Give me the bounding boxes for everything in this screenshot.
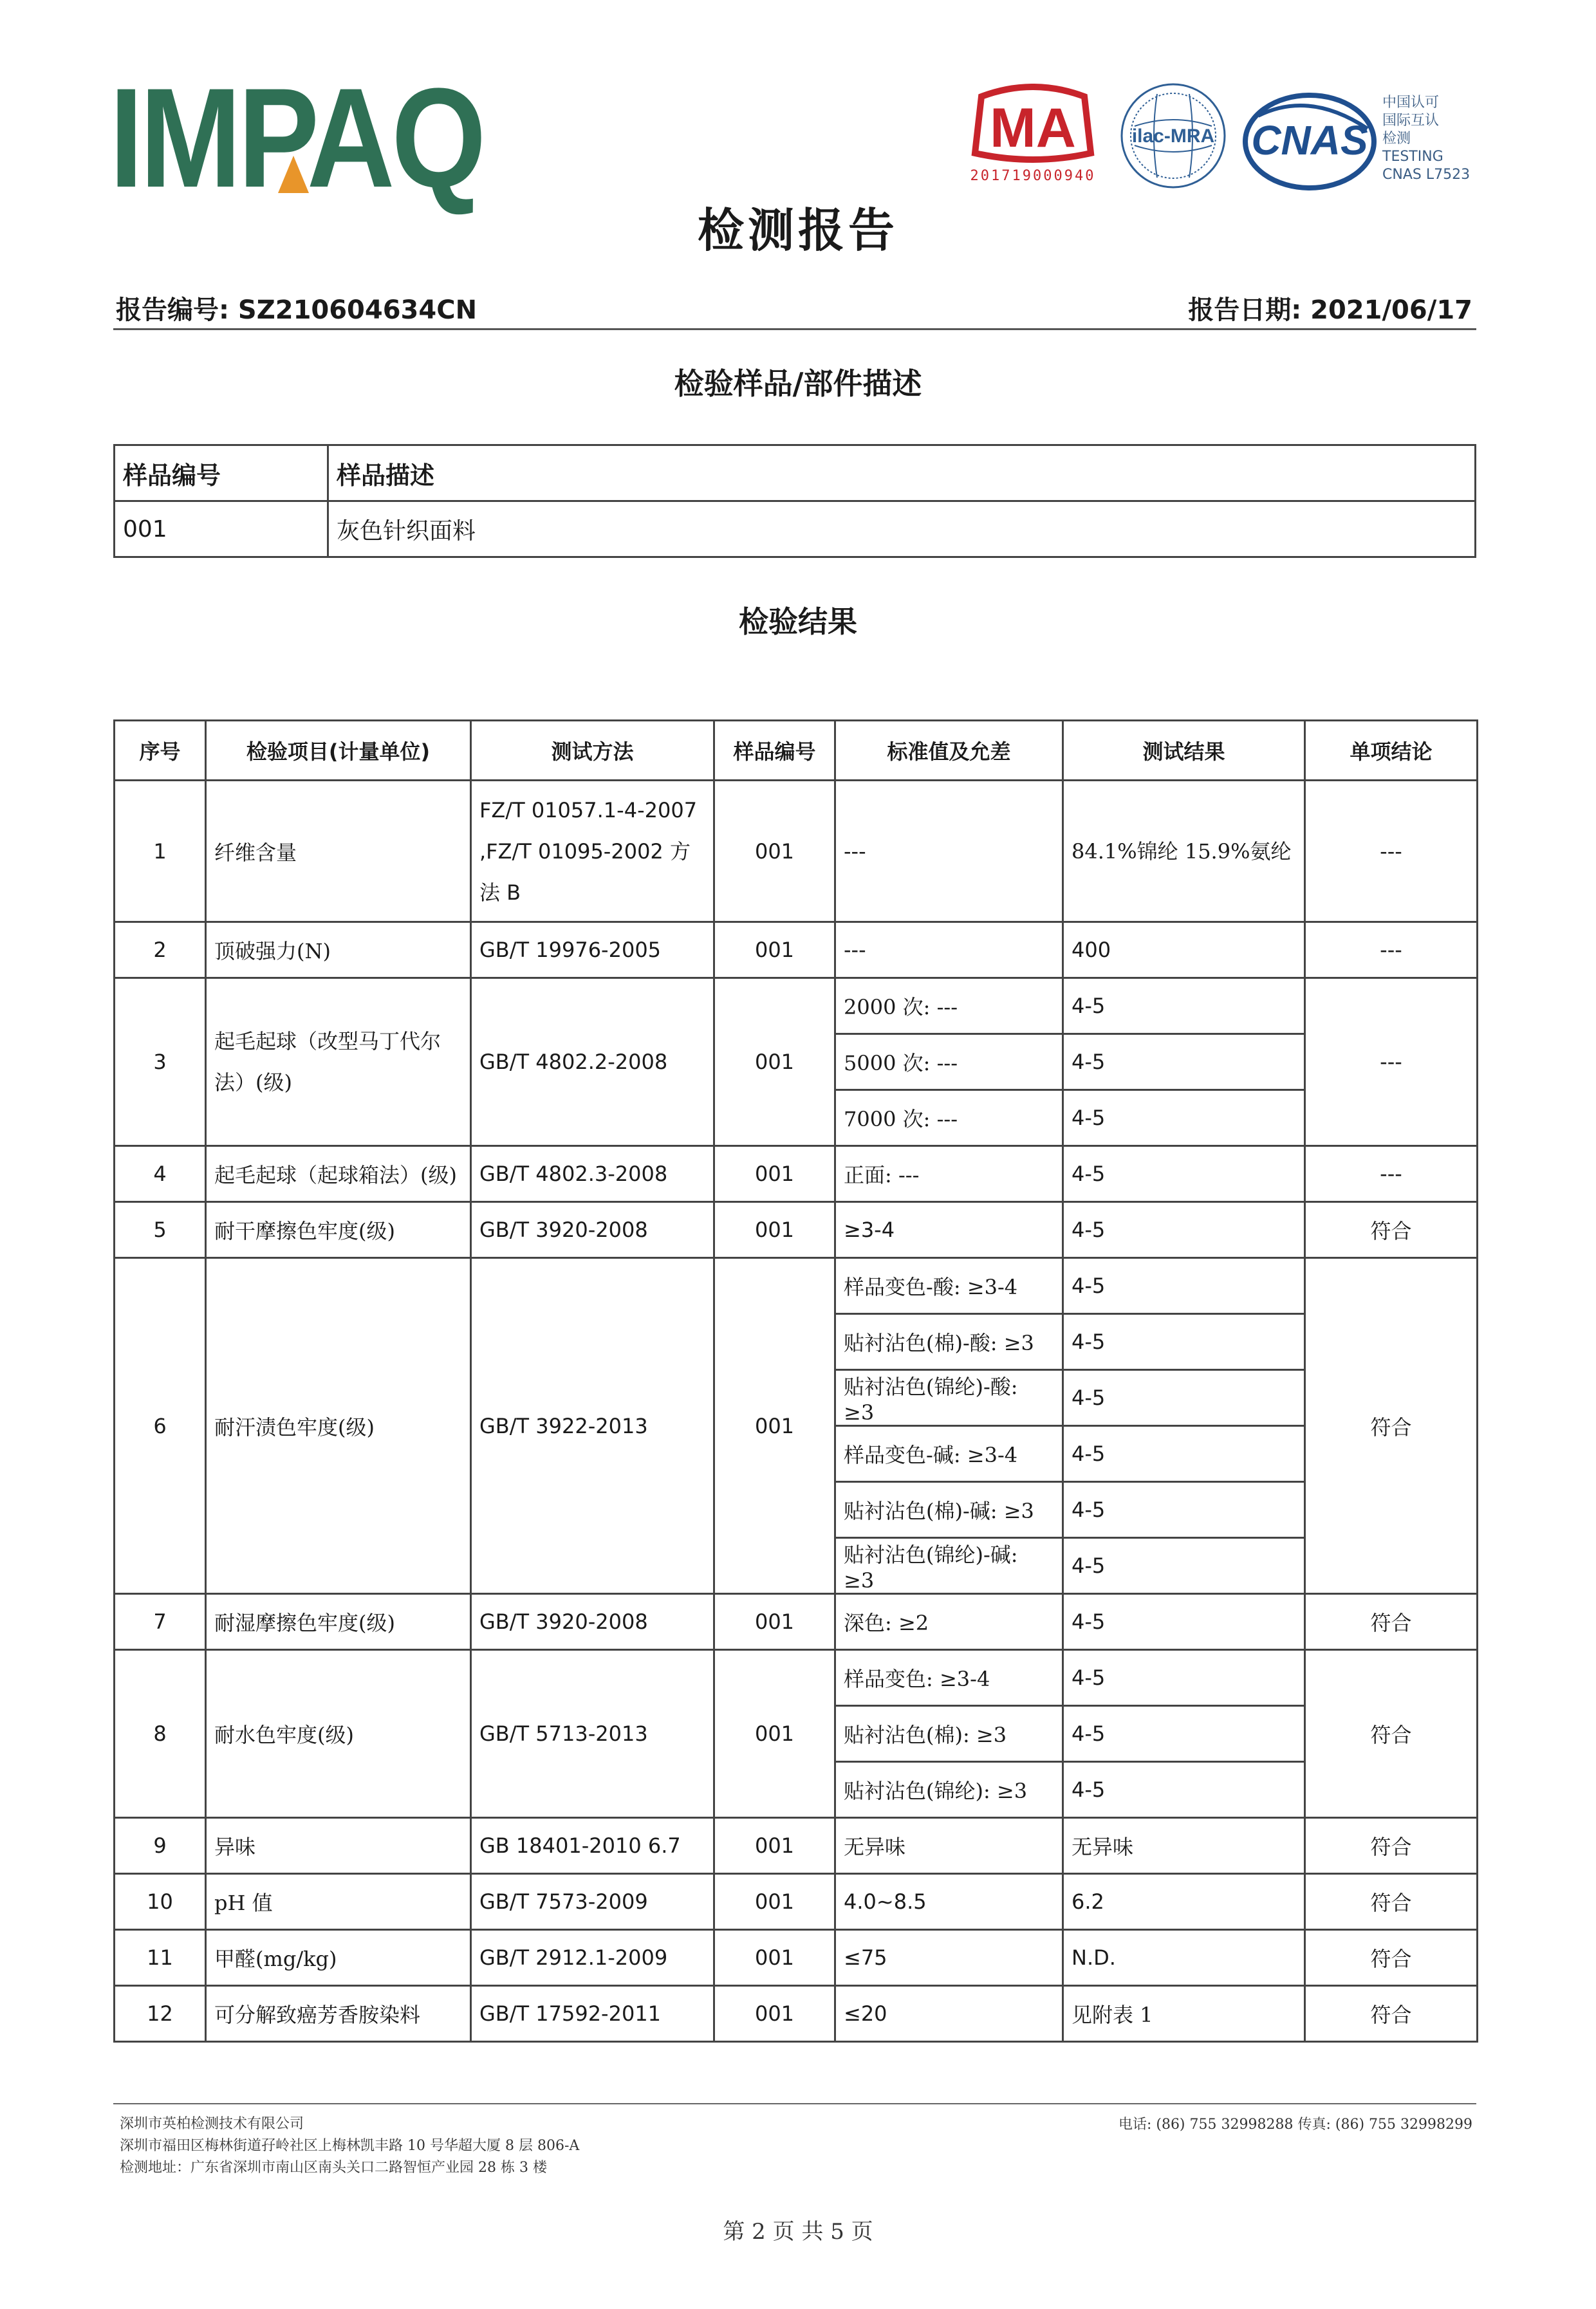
row-number: 6: [115, 1258, 206, 1594]
test-result: 4-5: [1063, 1426, 1305, 1482]
column-header: 样品描述: [328, 445, 1476, 501]
standard-value: 样品变色: ≥3-4: [835, 1650, 1063, 1706]
conclusion: 符合: [1305, 1874, 1478, 1930]
column-header: 标准值及允差: [835, 721, 1063, 781]
column-header: 样品编号: [115, 445, 328, 501]
cnas-cert-line: 国际互认: [1382, 113, 1440, 129]
conclusion: 符合: [1305, 1986, 1478, 2042]
test-item: pH 值: [206, 1874, 471, 1930]
cnas-cert-line: 中国认可: [1382, 95, 1440, 111]
report-number: 报告编号: SZ210604634CN: [116, 295, 478, 325]
table-row: [115, 1986, 1478, 2042]
sample-number: 001: [714, 1874, 835, 1930]
results-section-title: 检验结果: [739, 604, 857, 639]
row-number: 5: [115, 1202, 206, 1258]
column-header: 单项结论: [1305, 721, 1478, 781]
report-date: 报告日期: 2021/06/17: [1188, 295, 1472, 325]
cnas-cert-line: CNAS L7523: [1382, 167, 1471, 183]
ilac-mra-seal: [1118, 81, 1228, 190]
conclusion: ---: [1305, 922, 1478, 978]
test-result: 4-5: [1063, 1538, 1305, 1594]
test-result: 400: [1063, 922, 1305, 978]
test-method: GB/T 7573-2009: [471, 1874, 714, 1930]
sample-number: 001: [714, 1930, 835, 1986]
test-item: 顶破强力(N): [206, 922, 471, 978]
table-row: [115, 501, 1476, 557]
standard-value: ---: [835, 781, 1063, 922]
test-result: 无异味: [1063, 1818, 1305, 1874]
sample-number: 001: [714, 781, 835, 922]
standard-value: 贴衬沾色(棉)-酸: ≥3: [835, 1314, 1063, 1370]
row-number: 12: [115, 1986, 206, 2042]
standard-value: 深色: ≥2: [835, 1594, 1063, 1650]
test-result: 4-5: [1063, 1034, 1305, 1090]
document-title: 检测报告: [697, 203, 898, 257]
conclusion: ---: [1305, 978, 1478, 1146]
impaq-logo-accent: [278, 156, 309, 193]
sample-number: 001: [714, 922, 835, 978]
test-result: 4-5: [1063, 1370, 1305, 1426]
test-result: 4-5: [1063, 1594, 1305, 1650]
sample-number: 001: [714, 1594, 835, 1650]
test-method: GB 18401-2010 6.7: [471, 1818, 714, 1874]
row-number: 7: [115, 1594, 206, 1650]
ilac-seal-text: ilac-MRA: [1131, 125, 1215, 147]
row-number: 3: [115, 978, 206, 1146]
test-result: 4-5: [1063, 1482, 1305, 1538]
standard-value: ≥3-4: [835, 1202, 1063, 1258]
standard-value: 贴衬沾色(锦纶)-酸: ≥3: [835, 1370, 1063, 1426]
test-item: 异味: [206, 1818, 471, 1874]
standard-value: 4.0~8.5: [835, 1874, 1063, 1930]
standard-value: 贴衬沾色(锦纶)-碱: ≥3: [835, 1538, 1063, 1594]
row-number: 11: [115, 1930, 206, 1986]
cnas-seal-text: CNAS: [1251, 117, 1368, 163]
sample-table: [113, 444, 1476, 558]
sample-section-title: 检验样品/部件描述: [674, 366, 922, 401]
footer-address-block: [120, 2113, 579, 2179]
cma-seal-text: MA: [990, 97, 1076, 159]
conclusion: 符合: [1305, 1594, 1478, 1650]
row-number: 4: [115, 1146, 206, 1202]
test-result: 84.1%锦纶 15.9%氨纶: [1063, 781, 1305, 922]
standard-value: ≤75: [835, 1930, 1063, 1986]
standard-value: 无异味: [835, 1818, 1063, 1874]
conclusion: ---: [1305, 781, 1478, 922]
standard-value: 贴衬沾色(棉): ≥3: [835, 1706, 1063, 1762]
row-number: 10: [115, 1874, 206, 1930]
row-number: 1: [115, 781, 206, 922]
company-name: 深圳市英柏检测技术有限公司: [120, 2116, 304, 2132]
test-result: 4-5: [1063, 1762, 1305, 1818]
lab-address: 检测地址：广东省深圳市南山区南头关口二路智恒产业园 28 栋 3 楼: [120, 2160, 547, 2176]
cnas-cert-line: 检测: [1382, 131, 1411, 147]
table-row: [115, 1594, 1478, 1650]
test-item: 起毛起球（改型马丁代尔法）(级): [206, 978, 471, 1146]
cnas-cert-line: TESTING: [1382, 149, 1443, 165]
sample-number: 001: [714, 1202, 835, 1258]
table-row: [115, 1818, 1478, 1874]
standard-value: 贴衬沾色(锦纶): ≥3: [835, 1762, 1063, 1818]
conclusion: 符合: [1305, 1930, 1478, 1986]
test-result: N.D.: [1063, 1930, 1305, 1986]
test-item: 耐湿摩擦色牢度(级): [206, 1594, 471, 1650]
test-item: 耐水色牢度(级): [206, 1650, 471, 1818]
test-item: 可分解致癌芳香胺染料: [206, 1986, 471, 2042]
table-row: [115, 781, 1478, 922]
test-method: GB/T 19976-2005: [471, 922, 714, 978]
test-result: 见附表 1: [1063, 1986, 1305, 2042]
sample-number: 001: [714, 1818, 835, 1874]
footer-divider: [113, 2103, 1476, 2104]
standard-value: ---: [835, 922, 1063, 978]
test-method: FZ/T 01057.1-4-2007 ,FZ/T 01095-2002 方法 B: [471, 781, 714, 922]
impaq-logo-text: IMPAQ: [109, 59, 483, 217]
table-header-row: [115, 721, 1478, 781]
column-header: 序号: [115, 721, 206, 781]
table-row: [115, 978, 1478, 1034]
test-item: 耐干摩擦色牢度(级): [206, 1202, 471, 1258]
test-item: 纤维含量: [206, 781, 471, 922]
standard-value: 5000 次: ---: [835, 1034, 1063, 1090]
sample-number: 001: [714, 1146, 835, 1202]
conclusion: 符合: [1305, 1818, 1478, 1874]
standard-value: 正面: ---: [835, 1146, 1063, 1202]
table-row: [115, 922, 1478, 978]
cnas-certification-text: [1382, 94, 1479, 184]
sample-description-cell: 灰色针织面料: [328, 501, 1476, 557]
test-item: 起毛起球（起球箱法）(级): [206, 1146, 471, 1202]
conclusion: 符合: [1305, 1650, 1478, 1818]
test-method: GB/T 2912.1-2009: [471, 1930, 714, 1986]
conclusion: 符合: [1305, 1258, 1478, 1594]
sample-number: 001: [714, 1258, 835, 1594]
test-result: 4-5: [1063, 1202, 1305, 1258]
table-row: [115, 1650, 1478, 1706]
test-method: GB/T 5713-2013: [471, 1650, 714, 1818]
sample-number: 001: [714, 1986, 835, 2042]
test-item: 甲醛(mg/kg): [206, 1930, 471, 1986]
sample-number-cell: 001: [115, 501, 328, 557]
sample-number: 001: [714, 1650, 835, 1818]
cnas-seal: [1239, 90, 1380, 193]
row-number: 9: [115, 1818, 206, 1874]
table-header-row: [115, 445, 1476, 501]
column-header: 样品编号: [714, 721, 835, 781]
table-row: [115, 1202, 1478, 1258]
test-method: GB/T 3920-2008: [471, 1594, 714, 1650]
test-result: 4-5: [1063, 1146, 1305, 1202]
sample-number: 001: [714, 978, 835, 1146]
test-method: GB/T 17592-2011: [471, 1986, 714, 2042]
test-result: 4-5: [1063, 1706, 1305, 1762]
conclusion: 符合: [1305, 1202, 1478, 1258]
column-header: 测试结果: [1063, 721, 1305, 781]
conclusion: ---: [1305, 1146, 1478, 1202]
cma-seal: [956, 84, 1110, 187]
test-method: GB/T 3920-2008: [471, 1202, 714, 1258]
test-result: 4-5: [1063, 1090, 1305, 1146]
standard-value: ≤20: [835, 1986, 1063, 2042]
cma-number: 201719000940: [970, 168, 1096, 184]
test-result: 4-5: [1063, 978, 1305, 1034]
test-result: 4-5: [1063, 1650, 1305, 1706]
row-number: 8: [115, 1650, 206, 1818]
standard-value: 2000 次: ---: [835, 978, 1063, 1034]
test-method: GB/T 4802.2-2008: [471, 978, 714, 1146]
contact-info: 电话: (86) 755 32998288 传真: (86) 755 32998299: [1118, 2117, 1472, 2133]
row-number: 2: [115, 922, 206, 978]
table-row: [115, 1930, 1478, 1986]
test-result: 4-5: [1063, 1258, 1305, 1314]
test-method: GB/T 3922-2013: [471, 1258, 714, 1594]
company-address: 深圳市福田区梅林街道孖岭社区上梅林凯丰路 10 号华超大厦 8 层 806-A: [120, 2138, 580, 2154]
table-row: [115, 1146, 1478, 1202]
results-table: [113, 719, 1478, 2043]
test-result: 4-5: [1063, 1314, 1305, 1370]
impaq-logo: [109, 59, 483, 217]
header-divider: [113, 328, 1476, 330]
standard-value: 贴衬沾色(棉)-碱: ≥3: [835, 1482, 1063, 1538]
test-method: GB/T 4802.3-2008: [471, 1146, 714, 1202]
table-row: [115, 1874, 1478, 1930]
table-row: [115, 1258, 1478, 1314]
standard-value: 样品变色-酸: ≥3-4: [835, 1258, 1063, 1314]
test-item: 耐汗渍色牢度(级): [206, 1258, 471, 1594]
column-header: 测试方法: [471, 721, 714, 781]
column-header: 检验项目(计量单位): [206, 721, 471, 781]
standard-value: 样品变色-碱: ≥3-4: [835, 1426, 1063, 1482]
test-result: 6.2: [1063, 1874, 1305, 1930]
page-number: 第 2 页 共 5 页: [723, 2219, 873, 2245]
standard-value: 7000 次: ---: [835, 1090, 1063, 1146]
